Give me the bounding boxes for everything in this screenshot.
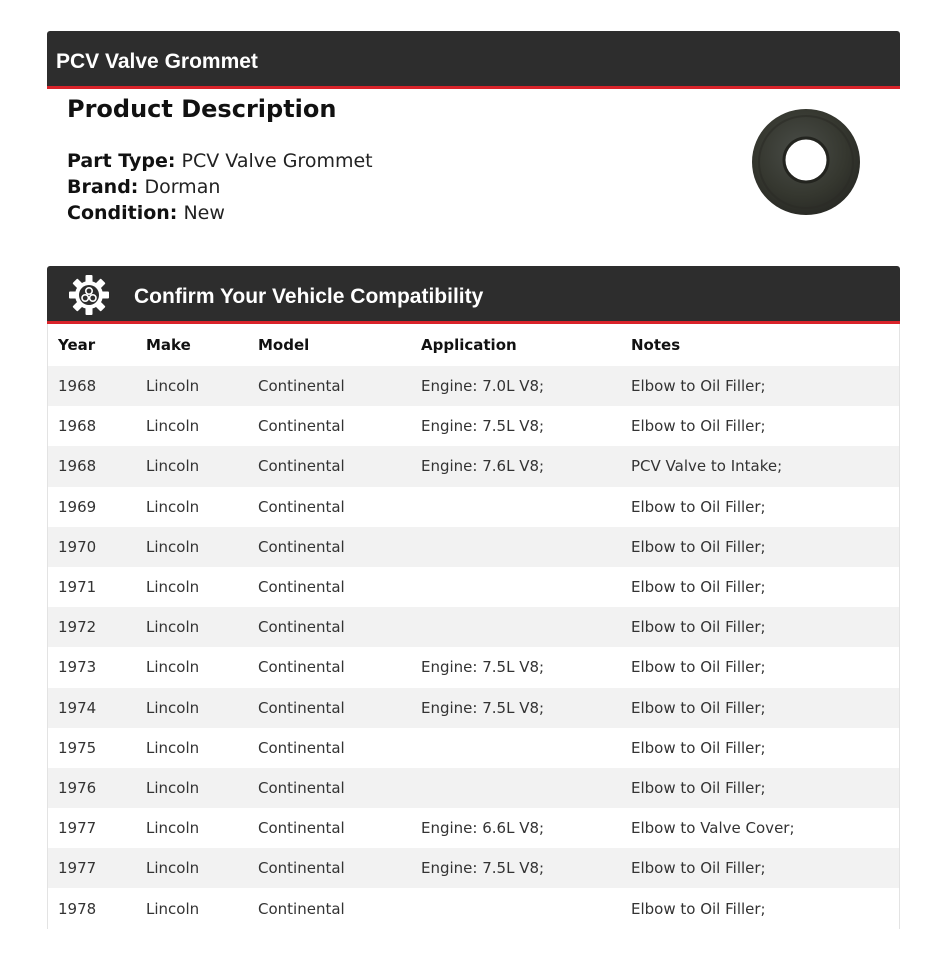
- cell-make: Lincoln: [146, 377, 200, 396]
- cell-application: [411, 487, 621, 527]
- cell-make: Lincoln: [146, 578, 200, 597]
- table-row: [48, 728, 899, 768]
- cell-application: [411, 607, 621, 647]
- cell-make: Lincoln: [146, 537, 200, 556]
- cell-model: Continental: [258, 698, 345, 717]
- gear-icon: [68, 274, 110, 316]
- cell-make: Lincoln: [146, 457, 200, 476]
- cell-make: Lincoln: [146, 658, 200, 677]
- spec-label: Part Type:: [67, 150, 176, 172]
- product-image: [750, 106, 862, 218]
- cell-notes: Elbow to Oil Filler;: [631, 778, 766, 797]
- product-description-heading: Product Description: [67, 95, 337, 123]
- cell-notes: Elbow to Oil Filler;: [631, 738, 766, 757]
- spec-label: Brand:: [67, 176, 139, 198]
- cell-make: Lincoln: [146, 417, 200, 436]
- cell-application: [411, 567, 621, 607]
- cell-notes: PCV Valve to Intake;: [631, 457, 783, 476]
- cell-model: Continental: [258, 899, 345, 918]
- cell-application: Engine: 7.5L V8;: [421, 658, 545, 677]
- cell-application: [411, 527, 621, 567]
- table-row: [48, 527, 899, 567]
- cell-make: Lincoln: [146, 859, 200, 878]
- cell-year: 1972: [58, 618, 97, 637]
- cell-make: Lincoln: [146, 738, 200, 757]
- cell-model: Continental: [258, 457, 345, 476]
- cell-model: Continental: [258, 417, 345, 436]
- cell-application: Engine: 7.0L V8;: [421, 377, 545, 396]
- cell-notes: Elbow to Oil Filler;: [631, 497, 766, 516]
- spec-condition: [67, 202, 225, 224]
- cell-make: Lincoln: [146, 618, 200, 637]
- table-row: [48, 487, 899, 527]
- column-header-model: Model: [258, 336, 310, 354]
- compatibility-table: [47, 324, 900, 929]
- table-row: [48, 567, 899, 607]
- cell-application: [411, 768, 621, 808]
- cell-application: Engine: 7.5L V8;: [421, 698, 545, 717]
- cell-year: 1970: [58, 537, 97, 556]
- cell-notes: Elbow to Valve Cover;: [631, 819, 795, 838]
- cell-year: 1973: [58, 658, 97, 677]
- cell-application: [411, 888, 621, 928]
- column-header-year: Year: [58, 336, 96, 354]
- spec-label: Condition:: [67, 202, 178, 224]
- table-row: [48, 607, 899, 647]
- cell-model: Continental: [258, 859, 345, 878]
- compatibility-title: Confirm Your Vehicle Compatibility: [134, 285, 484, 308]
- table-header-row: [48, 324, 899, 366]
- cell-year: 1978: [58, 899, 97, 918]
- table-row: [48, 688, 899, 728]
- spec-part-type: [67, 150, 373, 172]
- cell-notes: Elbow to Oil Filler;: [631, 859, 766, 878]
- cell-application: [411, 728, 621, 768]
- cell-application: Engine: 6.6L V8;: [421, 819, 545, 838]
- cell-make: Lincoln: [146, 497, 200, 516]
- table-row: [48, 808, 899, 848]
- cell-notes: Elbow to Oil Filler;: [631, 377, 766, 396]
- table-row: [48, 647, 899, 687]
- spec-value: PCV Valve Grommet: [181, 150, 373, 172]
- product-title-bar: [47, 31, 900, 89]
- table-row: [48, 768, 899, 808]
- cell-year: 1968: [58, 377, 97, 396]
- cell-make: Lincoln: [146, 899, 200, 918]
- cell-notes: Elbow to Oil Filler;: [631, 578, 766, 597]
- cell-notes: Elbow to Oil Filler;: [631, 417, 766, 436]
- cell-model: Continental: [258, 377, 345, 396]
- cell-model: Continental: [258, 738, 345, 757]
- table-row: [48, 848, 899, 888]
- cell-model: Continental: [258, 578, 345, 597]
- product-title: PCV Valve Grommet: [56, 50, 258, 73]
- cell-application: Engine: 7.5L V8;: [421, 417, 545, 436]
- cell-model: Continental: [258, 537, 345, 556]
- spec-value: Dorman: [144, 176, 221, 198]
- table-row: [48, 366, 899, 406]
- cell-year: 1976: [58, 778, 97, 797]
- compatibility-bar: [47, 266, 900, 324]
- column-header-notes: Notes: [631, 336, 681, 354]
- spec-brand: [67, 176, 220, 198]
- cell-application: Engine: 7.5L V8;: [421, 859, 545, 878]
- cell-year: 1975: [58, 738, 97, 757]
- cell-year: 1968: [58, 457, 97, 476]
- column-header-application: Application: [421, 336, 517, 354]
- cell-year: 1977: [58, 819, 97, 838]
- cell-notes: Elbow to Oil Filler;: [631, 618, 766, 637]
- cell-model: Continental: [258, 658, 345, 677]
- cell-model: Continental: [258, 618, 345, 637]
- cell-application: Engine: 7.6L V8;: [421, 457, 545, 476]
- cell-make: Lincoln: [146, 819, 200, 838]
- cell-notes: Elbow to Oil Filler;: [631, 899, 766, 918]
- column-header-make: Make: [146, 336, 191, 354]
- cell-year: 1971: [58, 578, 97, 597]
- cell-model: Continental: [258, 819, 345, 838]
- table-row: [48, 446, 899, 486]
- cell-year: 1969: [58, 497, 97, 516]
- cell-year: 1977: [58, 859, 97, 878]
- table-row: [48, 406, 899, 446]
- cell-notes: Elbow to Oil Filler;: [631, 658, 766, 677]
- cell-model: Continental: [258, 497, 345, 516]
- cell-model: Continental: [258, 778, 345, 797]
- cell-year: 1968: [58, 417, 97, 436]
- table-row: [48, 888, 899, 928]
- spec-value: New: [183, 202, 225, 224]
- cell-notes: Elbow to Oil Filler;: [631, 537, 766, 556]
- cell-make: Lincoln: [146, 778, 200, 797]
- cell-make: Lincoln: [146, 698, 200, 717]
- cell-notes: Elbow to Oil Filler;: [631, 698, 766, 717]
- cell-year: 1974: [58, 698, 97, 717]
